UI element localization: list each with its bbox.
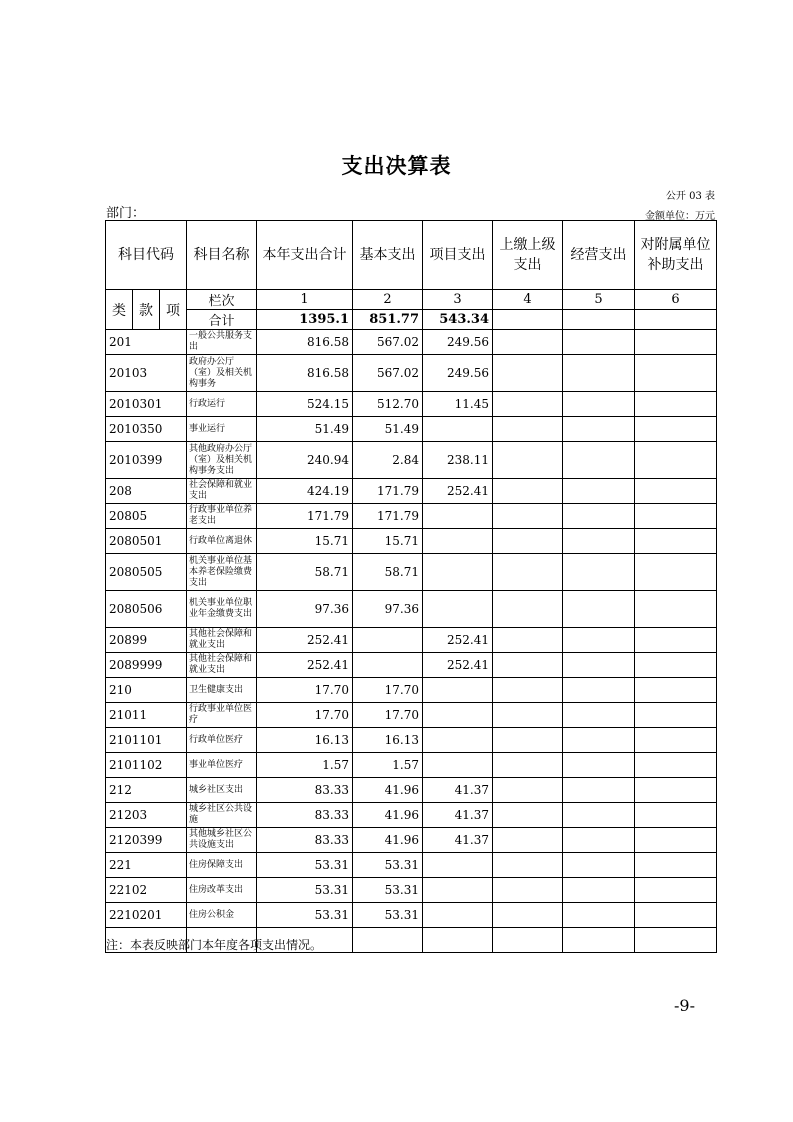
row-name: 行政单位离退休: [187, 529, 257, 554]
row-basic: [353, 928, 423, 953]
row-total: 524.15: [257, 392, 353, 417]
total-basic: 851.77: [353, 310, 423, 330]
header-project: 项目支出: [423, 221, 493, 290]
row-code: 21011: [106, 703, 187, 728]
row-total: 53.31: [257, 878, 353, 903]
row-total: 83.33: [257, 828, 353, 853]
row-remit: [493, 778, 563, 803]
row-name: 其他政府办公厅（室）及相关机构事务支出: [187, 442, 257, 479]
row-code: 2080501: [106, 529, 187, 554]
row-basic: 567.02: [353, 355, 423, 392]
row-name: 行政单位医疗: [187, 728, 257, 753]
row-subsidy: [635, 628, 717, 653]
total-empty: [635, 310, 717, 330]
row-name: 卫生健康支出: [187, 678, 257, 703]
expenditure-table: [105, 220, 717, 953]
row-total: 17.70: [257, 678, 353, 703]
row-remit: [493, 417, 563, 442]
row-business: [563, 504, 635, 529]
row-basic: 41.96: [353, 828, 423, 853]
row-project: [423, 728, 493, 753]
row-subsidy: [635, 828, 717, 853]
unit-label: 金额单位：万元: [645, 211, 715, 222]
row-project: [423, 753, 493, 778]
row-name: 机关事业单位基本养老保险缴费支出: [187, 554, 257, 591]
row-subsidy: [635, 678, 717, 703]
row-total: 16.13: [257, 728, 353, 753]
row-code: 2010399: [106, 442, 187, 479]
row-code: 2101102: [106, 753, 187, 778]
row-subsidy: [635, 753, 717, 778]
row-project: 41.37: [423, 778, 493, 803]
row-name: 行政事业单位医疗: [187, 703, 257, 728]
subheader-lanci: 栏次: [187, 290, 257, 310]
row-business: [563, 392, 635, 417]
row-business: [563, 803, 635, 828]
table-row: [106, 628, 717, 653]
row-code: 2080506: [106, 591, 187, 628]
row-business: [563, 753, 635, 778]
row-basic: 51.49: [353, 417, 423, 442]
row-remit: [493, 628, 563, 653]
row-total: 816.58: [257, 330, 353, 355]
row-business: [563, 903, 635, 928]
row-project: 252.41: [423, 479, 493, 504]
row-name: 一般公共服务支出: [187, 330, 257, 355]
row-project: [423, 591, 493, 628]
row-basic: [353, 653, 423, 678]
row-basic: 41.96: [353, 803, 423, 828]
row-project: 252.41: [423, 653, 493, 678]
row-total: 15.71: [257, 529, 353, 554]
row-subsidy: [635, 653, 717, 678]
row-project: [423, 678, 493, 703]
table-row: [106, 591, 717, 628]
row-code: 210: [106, 678, 187, 703]
row-project: [423, 903, 493, 928]
subheader-lei: 类: [106, 290, 133, 330]
row-subsidy: [635, 392, 717, 417]
row-remit: [493, 529, 563, 554]
row-code: 2210201: [106, 903, 187, 928]
total-empty: [563, 310, 635, 330]
row-basic: 2.84: [353, 442, 423, 479]
row-name: 其他城乡社区公共设施支出: [187, 828, 257, 853]
row-name: 事业运行: [187, 417, 257, 442]
row-business: [563, 653, 635, 678]
table-row: [106, 355, 717, 392]
row-remit: [493, 479, 563, 504]
row-basic: 567.02: [353, 330, 423, 355]
row-code: 20103: [106, 355, 187, 392]
table-row: [106, 903, 717, 928]
row-project: 249.56: [423, 330, 493, 355]
row-subsidy: [635, 878, 717, 903]
row-total: 53.31: [257, 853, 353, 878]
row-name: 住房改革支出: [187, 878, 257, 903]
department-label: 部门：: [106, 206, 146, 221]
header-subsidy: 对附属单位补助支出: [635, 221, 717, 290]
row-remit: [493, 355, 563, 392]
row-project: [423, 504, 493, 529]
row-remit: [493, 653, 563, 678]
row-basic: 17.70: [353, 678, 423, 703]
row-name: 其他社会保障和就业支出: [187, 653, 257, 678]
row-subsidy: [635, 803, 717, 828]
row-business: [563, 778, 635, 803]
col-num-5: 5: [563, 290, 635, 310]
row-code: 20805: [106, 504, 187, 529]
row-code: 2010301: [106, 392, 187, 417]
row-business: [563, 442, 635, 479]
row-code: 221: [106, 853, 187, 878]
row-remit: [493, 728, 563, 753]
row-name: 其他社会保障和就业支出: [187, 628, 257, 653]
row-business: [563, 330, 635, 355]
row-remit: [493, 903, 563, 928]
header-total: 本年支出合计: [257, 221, 353, 290]
table-row: [106, 778, 717, 803]
row-subsidy: [635, 330, 717, 355]
table-row: [106, 479, 717, 504]
row-basic: 41.96: [353, 778, 423, 803]
row-business: [563, 591, 635, 628]
row-basic: 53.31: [353, 903, 423, 928]
row-basic: 53.31: [353, 853, 423, 878]
row-remit: [493, 554, 563, 591]
total-project: 543.34: [423, 310, 493, 330]
row-subsidy: [635, 591, 717, 628]
row-project: 238.11: [423, 442, 493, 479]
row-code: 2080505: [106, 554, 187, 591]
total-empty: [493, 310, 563, 330]
row-total: 252.41: [257, 628, 353, 653]
row-project: [423, 529, 493, 554]
row-subsidy: [635, 529, 717, 554]
row-code: 2010350: [106, 417, 187, 442]
row-subsidy: [635, 504, 717, 529]
row-code: 208: [106, 479, 187, 504]
row-project: 41.37: [423, 803, 493, 828]
row-basic: [353, 628, 423, 653]
row-total: 58.71: [257, 554, 353, 591]
row-subsidy: [635, 928, 717, 953]
row-total: 1.57: [257, 753, 353, 778]
subheader-kuan: 款: [133, 290, 160, 330]
page-title: 支出决算表: [341, 154, 452, 178]
row-subsidy: [635, 778, 717, 803]
row-code: 20899: [106, 628, 187, 653]
header-basic: 基本支出: [353, 221, 423, 290]
row-remit: [493, 828, 563, 853]
row-total: 17.70: [257, 703, 353, 728]
row-business: [563, 828, 635, 853]
row-code: 21203: [106, 803, 187, 828]
row-name: 行政事业单位养老支出: [187, 504, 257, 529]
table-row: [106, 653, 717, 678]
row-name: 住房保障支出: [187, 853, 257, 878]
row-remit: [493, 591, 563, 628]
table-row: [106, 803, 717, 828]
row-project: [423, 703, 493, 728]
table-row: [106, 878, 717, 903]
row-basic: 97.36: [353, 591, 423, 628]
row-name: 社会保障和就业支出: [187, 479, 257, 504]
row-subsidy: [635, 479, 717, 504]
row-project: 41.37: [423, 828, 493, 853]
row-subsidy: [635, 703, 717, 728]
row-basic: 171.79: [353, 479, 423, 504]
table-row: [106, 504, 717, 529]
table-number: 公开 03 表: [665, 191, 715, 202]
row-project: [423, 878, 493, 903]
row-basic: 512.70: [353, 392, 423, 417]
row-total: 240.94: [257, 442, 353, 479]
row-name: 住房公积金: [187, 903, 257, 928]
row-code: 2101101: [106, 728, 187, 753]
subheader-xiang: 项: [160, 290, 187, 330]
row-business: [563, 355, 635, 392]
header-business: 经营支出: [563, 221, 635, 290]
row-subsidy: [635, 728, 717, 753]
col-num-6: 6: [635, 290, 717, 310]
row-business: [563, 479, 635, 504]
table-note: 注：本表反映部门本年度各项支出情况。: [106, 938, 323, 952]
row-project: 252.41: [423, 628, 493, 653]
row-basic: 16.13: [353, 728, 423, 753]
table-row: [106, 853, 717, 878]
row-remit: [493, 678, 563, 703]
row-remit: [493, 330, 563, 355]
row-subsidy: [635, 355, 717, 392]
row-subsidy: [635, 853, 717, 878]
row-total: 97.36: [257, 591, 353, 628]
row-remit: [493, 703, 563, 728]
row-business: [563, 728, 635, 753]
row-basic: 15.71: [353, 529, 423, 554]
row-total: 424.19: [257, 479, 353, 504]
row-total: 816.58: [257, 355, 353, 392]
row-code: 22102: [106, 878, 187, 903]
row-business: [563, 417, 635, 442]
row-code: 2089999: [106, 653, 187, 678]
row-name: 行政运行: [187, 392, 257, 417]
table-row: [106, 703, 717, 728]
row-name: 城乡社区公共设施: [187, 803, 257, 828]
total-amount: 1395.1: [257, 310, 353, 330]
row-total: 83.33: [257, 778, 353, 803]
row-business: [563, 678, 635, 703]
subheader-heji: 合计: [187, 310, 257, 330]
col-num-2: 2: [353, 290, 423, 310]
row-remit: [493, 803, 563, 828]
row-total: 83.33: [257, 803, 353, 828]
row-remit: [493, 928, 563, 953]
row-project: 249.56: [423, 355, 493, 392]
row-total: 53.31: [257, 903, 353, 928]
col-num-3: 3: [423, 290, 493, 310]
row-remit: [493, 878, 563, 903]
row-name: 机关事业单位职业年金缴费支出: [187, 591, 257, 628]
row-remit: [493, 853, 563, 878]
row-business: [563, 853, 635, 878]
col-num-1: 1: [257, 290, 353, 310]
row-business: [563, 628, 635, 653]
table-row: [106, 529, 717, 554]
row-subsidy: [635, 417, 717, 442]
row-subsidy: [635, 554, 717, 591]
row-business: [563, 554, 635, 591]
header-code: 科目代码: [106, 221, 187, 290]
row-remit: [493, 753, 563, 778]
header-remit: 上缴上级支出: [493, 221, 563, 290]
row-subsidy: [635, 903, 717, 928]
row-basic: 171.79: [353, 504, 423, 529]
row-code: 201: [106, 330, 187, 355]
col-num-4: 4: [493, 290, 563, 310]
row-code: 212: [106, 778, 187, 803]
table-row: [106, 728, 717, 753]
row-project: [423, 417, 493, 442]
row-project: 11.45: [423, 392, 493, 417]
row-remit: [493, 442, 563, 479]
table-row: [106, 392, 717, 417]
row-code: 2120399: [106, 828, 187, 853]
row-subsidy: [635, 442, 717, 479]
row-project: [423, 554, 493, 591]
row-basic: 17.70: [353, 703, 423, 728]
row-business: [563, 529, 635, 554]
row-basic: 58.71: [353, 554, 423, 591]
row-total: 171.79: [257, 504, 353, 529]
header-name: 科目名称: [187, 221, 257, 290]
row-remit: [493, 504, 563, 529]
row-business: [563, 703, 635, 728]
row-remit: [493, 392, 563, 417]
table-row: [106, 753, 717, 778]
row-total: 252.41: [257, 653, 353, 678]
row-project: [423, 928, 493, 953]
row-name: 政府办公厅（室）及相关机构事务: [187, 355, 257, 392]
table-row: [106, 417, 717, 442]
row-business: [563, 928, 635, 953]
table-row: [106, 554, 717, 591]
row-basic: 1.57: [353, 753, 423, 778]
row-basic: 53.31: [353, 878, 423, 903]
row-project: [423, 853, 493, 878]
table-row: [106, 442, 717, 479]
row-name: 事业单位医疗: [187, 753, 257, 778]
table-row: [106, 678, 717, 703]
table-row: [106, 330, 717, 355]
table-row: [106, 828, 717, 853]
row-total: 51.49: [257, 417, 353, 442]
row-name: 城乡社区支出: [187, 778, 257, 803]
row-business: [563, 878, 635, 903]
page-number: -9-: [674, 996, 695, 1015]
